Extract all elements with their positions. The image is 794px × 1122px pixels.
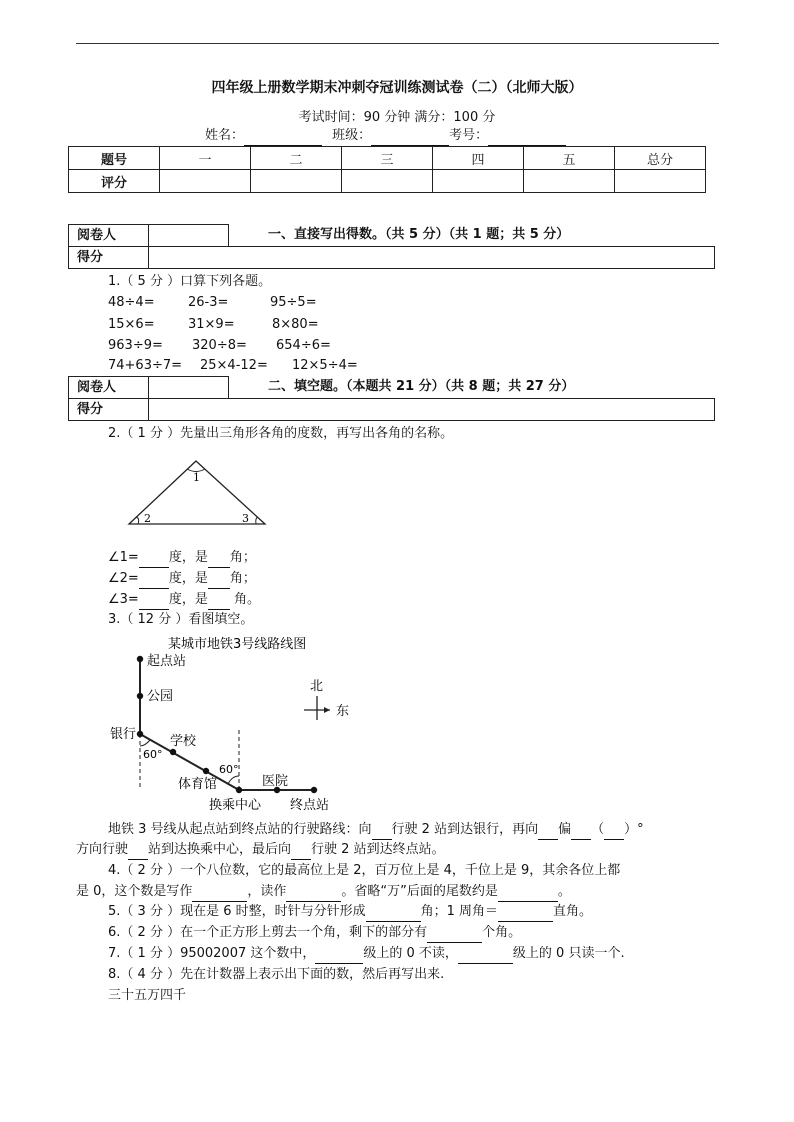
calc-item: 26-3= <box>188 295 229 310</box>
station-dot <box>137 731 143 737</box>
score-header-cell: 一 <box>160 147 251 170</box>
station-label: 学校 <box>170 734 197 749</box>
map-title: 某城市地铁3号线路线图 <box>168 637 307 652</box>
q7-blank[interactable] <box>315 949 363 964</box>
angle-text: ∠2= <box>108 571 139 586</box>
station-label: 公园 <box>147 689 174 704</box>
station-label: 换乘中心 <box>209 798 262 813</box>
station-label: 医院 <box>262 774 289 789</box>
student-info-line <box>205 126 566 146</box>
question-2: 2.（ 1 分 ）先量出三角形各角的度数，再写出各角的名称。 <box>108 426 454 441</box>
score-header-cell: 五 <box>524 147 615 170</box>
q6-blank[interactable] <box>427 928 482 943</box>
q4-text: ，读作 <box>247 884 287 899</box>
q5-blank[interactable] <box>498 907 553 922</box>
compass-north-label: 北 <box>310 679 324 694</box>
q3-text: ）° <box>624 822 644 837</box>
q7-text: 级上的 0 不读， <box>363 946 458 961</box>
station-dot <box>236 787 242 793</box>
angle-blank[interactable] <box>139 574 169 589</box>
q3-text: 行驶 2 站到达终点站。 <box>311 842 445 857</box>
calc-item: 95÷5= <box>270 295 317 310</box>
question-5 <box>108 902 592 922</box>
q7-text: 7.（ 1 分 ）95002007 这个数中， <box>108 946 316 961</box>
calc-row <box>108 356 358 376</box>
score-cell[interactable] <box>342 170 433 193</box>
calc-item: 963÷9= <box>108 338 163 353</box>
class-label: 班级： <box>332 128 372 143</box>
grader-value-cell[interactable] <box>148 224 229 247</box>
angle-line <box>108 548 256 568</box>
q4-blank[interactable] <box>192 887 247 902</box>
class-field[interactable] <box>371 131 449 146</box>
question-8-number: 三十五万四千 <box>108 988 187 1003</box>
question-7 <box>108 944 625 964</box>
section1-title: 一、直接写出得数。（共 5 分）（共 1 题；共 5 分） <box>268 227 570 242</box>
angle-arc <box>136 517 139 524</box>
station-dot <box>170 749 176 755</box>
subway-map <box>100 630 370 816</box>
angle-text: 角。 <box>229 592 260 607</box>
score-cell[interactable] <box>160 170 251 193</box>
calc-item: 8×80= <box>272 317 319 332</box>
score-cell[interactable] <box>251 170 342 193</box>
q5-text: 直角。 <box>553 904 593 919</box>
angle-arc <box>140 740 150 746</box>
angle-arc <box>228 776 239 784</box>
question-3-text <box>76 840 445 860</box>
score-value-cell[interactable] <box>148 246 715 269</box>
question-4-cont <box>76 882 571 902</box>
angle-blank[interactable] <box>139 553 169 568</box>
q3-text: （ <box>591 822 605 837</box>
q3-blank[interactable] <box>372 825 392 840</box>
angle-line <box>108 569 256 589</box>
score-cell[interactable] <box>615 170 706 193</box>
q5-text: 角；1 周角＝ <box>420 904 499 919</box>
score-row-label: 评分 <box>69 170 160 193</box>
angle-label: 60° <box>143 748 163 761</box>
q4-text: 是 0，这个数是写作 <box>76 884 193 899</box>
q4-blank[interactable] <box>498 887 558 902</box>
score-table-header-row <box>69 147 706 170</box>
name-field[interactable] <box>244 131 322 146</box>
angle-line <box>108 590 260 610</box>
angle-blank[interactable] <box>208 574 230 589</box>
q4-text: 。 <box>557 884 571 899</box>
score-header-cell: 四 <box>433 147 524 170</box>
station-dot <box>203 768 209 774</box>
grader-label-cell: 阅卷人 <box>68 224 149 247</box>
calc-item: 12×5÷4= <box>292 358 358 373</box>
header-rule <box>76 43 719 44</box>
score-header-cell: 题号 <box>69 147 160 170</box>
angle-text: 角； <box>229 571 256 586</box>
score-cell[interactable] <box>433 170 524 193</box>
angle-blank[interactable] <box>208 553 230 568</box>
calc-row <box>108 336 331 356</box>
question-4: 4.（ 2 分 ）一个八位数，它的最高位上是 2，百万位上是 4，千位上是 9，其余各位上都 <box>108 863 621 878</box>
q6-text: 6.（ 2 分 ）在一个正方形上剪去一个角，剩下的部分有 <box>108 925 428 940</box>
station-dot <box>137 693 143 699</box>
angle-label: 3 <box>242 512 249 525</box>
calc-item: 74+63÷7= <box>108 358 183 373</box>
question-8: 8.（ 4 分 ）先在计数器上表示出下面的数，然后再写出来. <box>108 967 445 982</box>
q3-blank[interactable] <box>538 825 558 840</box>
score-cell[interactable] <box>524 170 615 193</box>
q3-blank[interactable] <box>291 845 311 860</box>
station-label: 终点站 <box>290 798 330 813</box>
score-label-cell: 得分 <box>68 246 149 269</box>
angle-blank[interactable] <box>139 595 169 610</box>
calc-row <box>108 315 319 335</box>
grader-value-cell[interactable] <box>148 376 229 399</box>
angle-text: 角； <box>229 550 256 565</box>
q5-text: 5.（ 3 分 ）现在是 6 时整，时针与分针形成 <box>108 904 366 919</box>
q4-blank[interactable] <box>286 887 341 902</box>
calc-item: 320÷8= <box>192 338 247 353</box>
question-3: 3.（ 12 分 ）看图填空。 <box>108 612 254 627</box>
station-label: 起点站 <box>147 654 187 669</box>
angle-label: 2 <box>144 512 151 525</box>
score-header-cell: 总分 <box>615 147 706 170</box>
question-6 <box>108 923 521 943</box>
score-label-cell: 得分 <box>68 398 149 421</box>
angle-text: 度，是 <box>168 550 208 565</box>
compass-east-label: 东 <box>336 704 350 719</box>
q7-blank[interactable] <box>458 949 513 964</box>
q7-text: 级上的 0 只读一个. <box>512 946 625 961</box>
q3-blank[interactable] <box>604 825 624 840</box>
q5-blank[interactable] <box>366 907 421 922</box>
q3-text: 站到达换乘中心，最后向 <box>148 842 292 857</box>
station-label: 银行 <box>110 727 137 742</box>
station-dot <box>137 656 143 662</box>
angle-text: ∠3= <box>108 592 139 607</box>
page-title: 四年级上册数学期末冲刺夺冠训练测试卷（二）（北师大版） <box>211 80 583 96</box>
score-table <box>68 146 706 193</box>
q3-text: 偏 <box>558 822 572 837</box>
calc-item: 31×9= <box>188 317 235 332</box>
angle-label: 60° <box>219 763 239 776</box>
score-value-cell[interactable] <box>148 398 715 421</box>
calc-item: 15×6= <box>108 317 155 332</box>
id-label: 考号： <box>449 128 489 143</box>
q4-text: 。省略“万”后面的尾数约是 <box>341 884 498 899</box>
grader-label-cell: 阅卷人 <box>68 376 149 399</box>
name-label: 姓名： <box>205 128 245 143</box>
calc-row <box>108 293 317 313</box>
section2-title: 二、填空题。（本题共 21 分）（共 8 题；共 27 分） <box>268 379 575 394</box>
q3-text: 地铁 3 号线从起点站到终点站的行驶路线：向 <box>108 822 372 837</box>
q3-text: 行驶 2 站到达银行，再向 <box>391 822 539 837</box>
score-table-row <box>69 170 706 193</box>
station-label: 体育馆 <box>178 777 218 792</box>
score-header-cell: 三 <box>342 147 433 170</box>
q3-blank[interactable] <box>571 825 591 840</box>
exam-info: 考试时间：90 分钟 满分：100 分 <box>298 110 496 125</box>
q3-blank[interactable] <box>128 845 148 860</box>
station-dot <box>311 787 317 793</box>
angle-blank[interactable] <box>208 595 230 610</box>
q6-text: 个角。 <box>482 925 522 940</box>
angle-text: 度，是 <box>168 592 208 607</box>
angle-text: 度，是 <box>168 571 208 586</box>
question-3-text <box>108 820 644 840</box>
id-field[interactable] <box>488 131 566 146</box>
q3-text: 方向行驶 <box>76 842 129 857</box>
triangle-figure <box>124 456 274 530</box>
angle-text: ∠1= <box>108 550 139 565</box>
angle-label: 1 <box>193 471 200 484</box>
compass-east-arrow-icon <box>324 707 330 713</box>
question-1: 1.（ 5 分 ）口算下列各题。 <box>108 274 272 289</box>
score-header-cell: 二 <box>251 147 342 170</box>
calc-item: 654÷6= <box>276 338 331 353</box>
calc-item: 48÷4= <box>108 295 155 310</box>
calc-item: 25×4-12= <box>200 358 268 373</box>
